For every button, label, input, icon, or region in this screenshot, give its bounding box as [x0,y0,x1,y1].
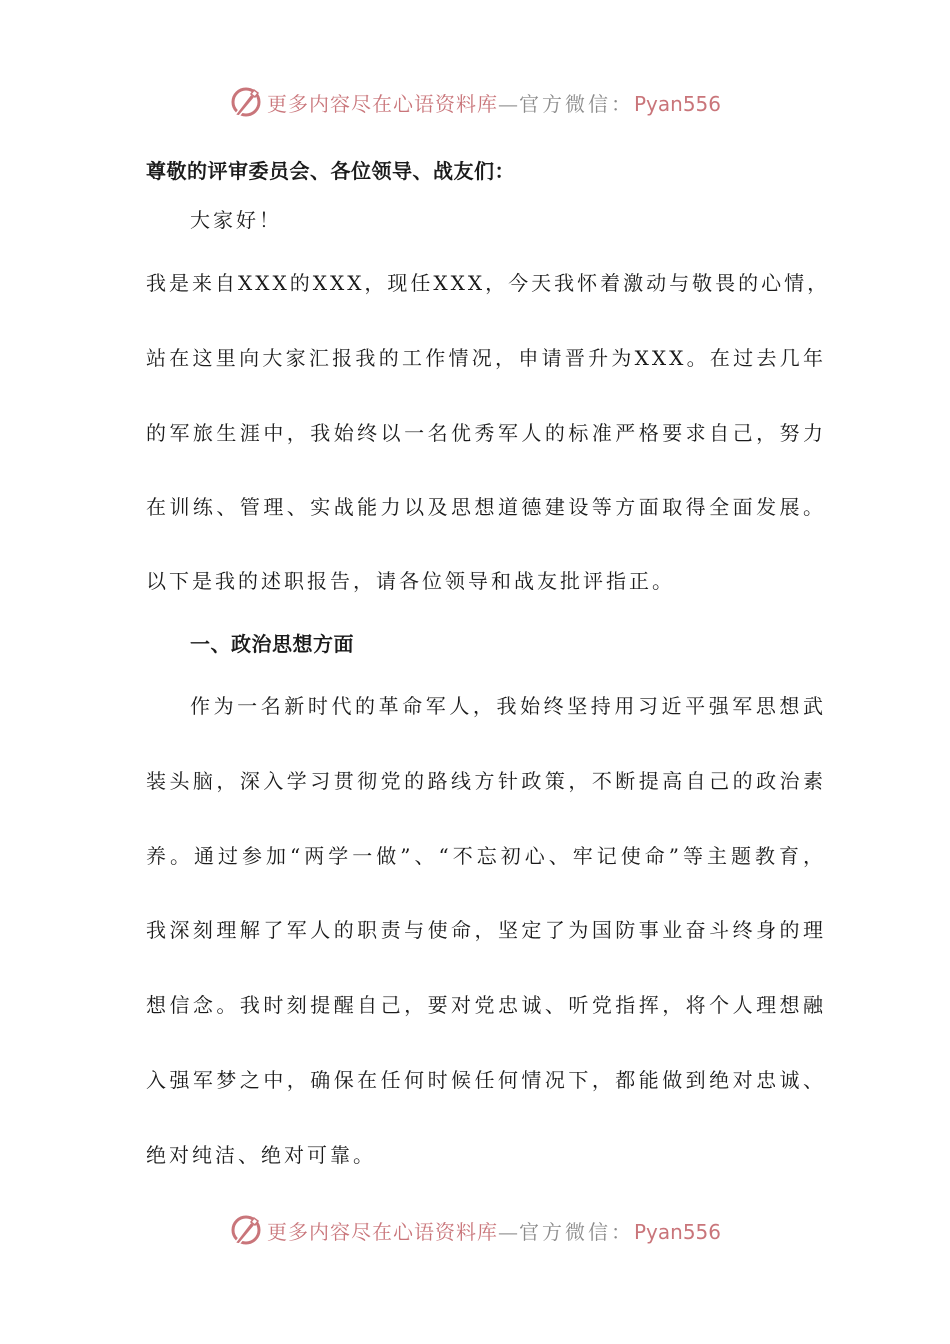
section-line: 装头脑，深入学习贯彻党的路线方针政策，不断提高自己的政治素 [146,769,826,793]
intro-line: 以下是我的述职报告，请各位领导和战友批评指正。 [146,569,675,593]
section-heading: 一、政治思想方面 [190,632,354,656]
watermark-label: 官方微信： [518,91,634,116]
section-line: 绝对纯洁、绝对可靠。 [146,1143,376,1167]
intro-line: 站在这里向大家汇报我的工作情况，申请晋升为XXX。在过去几年 [146,346,826,370]
intro-line: 我是来自XXX的XXX，现任XXX，今天我怀着激动与敬畏的心情， [146,271,831,295]
watermark-label: 官方微信： [518,1219,634,1244]
watermark-separator: — [497,1219,519,1244]
section-line: 养。通过参加“两学一做”、“不忘初心、牢记使命”等主题教育， [146,844,826,868]
intro-line: 的军旅生涯中，我始终以一名优秀军人的标准严格要求自己，努力 [146,421,826,445]
greeting: 大家好！ [190,208,282,232]
watermark-handle: Pyan556 [633,91,721,116]
section-line: 想信念。我时刻提醒自己，要对党忠诚、听党指挥，将个人理想融 [146,993,826,1017]
intro-line: 在训练、管理、实战能力以及思想道德建设等方面取得全面发展。 [146,495,826,519]
watermark-text [267,1216,721,1245]
section-line: 我深刻理解了军人的职责与使命，坚定了为国防事业奋斗终身的理 [146,918,826,942]
pen-circle-logo-icon [229,85,263,119]
watermark-text [267,88,721,117]
watermark-brand: 更多内容尽在心语资料库 [266,91,498,116]
watermark-brand: 更多内容尽在心语资料库 [266,1219,498,1244]
salutation: 尊敬的评审委员会、各位领导、战友们： [146,159,515,183]
pen-circle-logo-icon [229,1213,263,1247]
section-line: 作为一名新时代的革命军人，我始终坚持用习近平强军思想武 [190,694,826,718]
watermark-separator: — [497,91,519,116]
section-line: 入强军梦之中，确保在任何时候任何情况下，都能做到绝对忠诚、 [146,1068,826,1092]
watermark-handle: Pyan556 [633,1219,721,1244]
watermark-banner-top [0,82,950,122]
watermark-banner-bottom [0,1210,950,1250]
